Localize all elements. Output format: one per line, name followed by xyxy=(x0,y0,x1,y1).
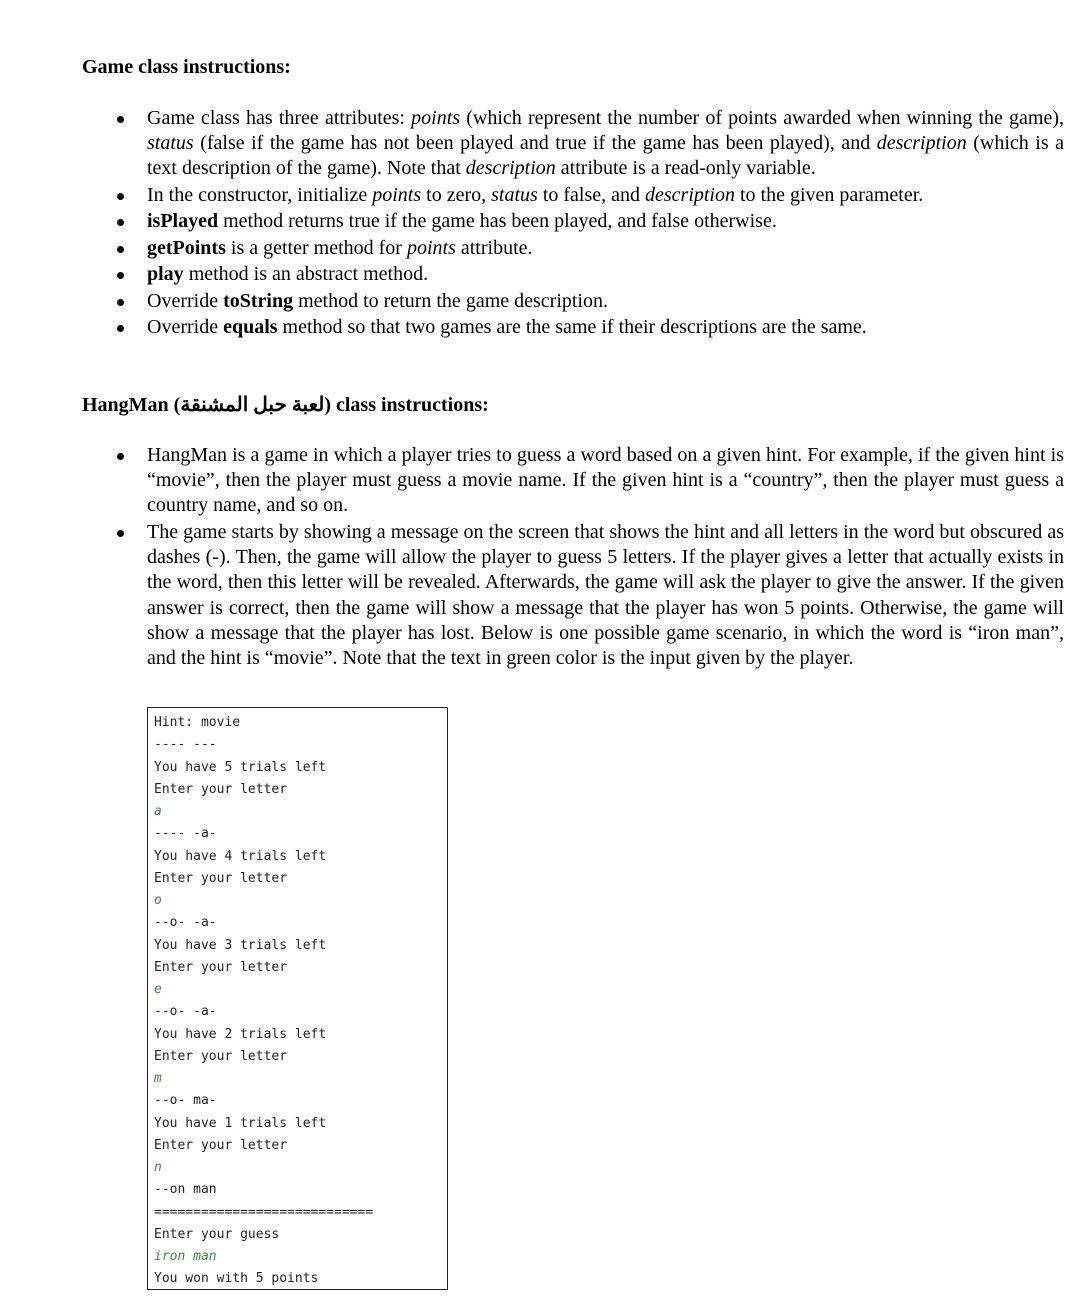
text-segment: method so that two games are the same if their descriptions are the same. xyxy=(277,316,867,339)
console-line: Enter your guess xyxy=(154,1226,280,1242)
bullet-item xyxy=(147,236,1064,261)
console-line: You have 4 trials left xyxy=(154,848,327,864)
italic-term: points xyxy=(372,183,422,206)
italic-term: description xyxy=(465,157,556,180)
console-line: --o- -a- xyxy=(154,915,217,931)
italic-term: status xyxy=(491,183,538,206)
italic-term: points xyxy=(406,236,456,259)
player-input-line: iron man xyxy=(154,1249,217,1264)
italic-term: status xyxy=(147,132,194,155)
bullet-item xyxy=(147,289,1064,314)
player-input-line: a xyxy=(154,804,162,819)
text-segment: method returns true if the game has been played, and false otherwise. xyxy=(218,210,777,233)
bullet-item xyxy=(147,520,1064,671)
console-line: You have 3 trials left xyxy=(154,937,327,953)
text-segment: to the given parameter. xyxy=(735,183,924,206)
player-input-line: e xyxy=(154,982,162,997)
console-line: Enter your letter xyxy=(154,870,288,886)
bold-term: equals xyxy=(223,316,278,339)
text-segment: to false, and xyxy=(537,183,645,206)
console-line: Hint: movie xyxy=(154,715,241,730)
text-segment: method to return the game description. xyxy=(293,289,608,312)
hangman-class-heading: HangMan (لعبة حبل المشنقة) class instructions: xyxy=(82,394,489,416)
text-segment: Override xyxy=(147,289,224,312)
console-output xyxy=(147,707,448,1290)
text-segment: Override xyxy=(147,316,224,339)
text-segment: attribute. xyxy=(455,236,533,259)
bullet-item xyxy=(147,183,1064,208)
text-segment: method is an abstract method. xyxy=(183,263,429,286)
text-segment: attribute is a read-only variable. xyxy=(555,157,816,180)
console-line: ---- --- xyxy=(154,737,217,753)
text-segment: is a getter method for xyxy=(225,236,407,259)
text-segment: to zero, xyxy=(421,183,492,206)
console-line: You won with 5 points xyxy=(154,1271,319,1287)
bullet-item xyxy=(147,106,1064,182)
console-line: Enter your letter xyxy=(154,781,288,797)
text-segment: (false if the game has not been played and true if the game has been played), and xyxy=(193,132,877,155)
bullet-item xyxy=(147,315,1064,340)
text-segment: HangMan is a game in which a player tries to guess a word based on a given hint. For example, if the given hint is “movie”, then the player must guess a movie name. If the given hint is a “country”, then the player must guess a country name, and so on. xyxy=(147,444,1064,517)
italic-term: description xyxy=(645,183,735,206)
text-segment: The game starts by showing a message on the screen that shows the hint and all letters in the word but obscured as dashes (-). Then, the game will allow the player to guess 5 letters. If the player gives a letter that actually exists in the word, then this letter will be revealed. Afterwards, the game will ask the player to give the answer. If the given answer is correct, then the game will show a message that the player has won 5 points. Otherwise, the game will show a message that the player has lost. Below is one possible game scenario, in which the word is “iron man”, and the hint is “movie”. Note that the text in green color is the input given by the player. xyxy=(147,520,1064,669)
console-line: ---- -a- xyxy=(154,826,217,842)
console-line: --on man xyxy=(154,1182,217,1198)
text-segment: Game class has three attributes: xyxy=(147,107,412,129)
console-line: --o- -a- xyxy=(154,1004,217,1020)
console-line: You have 1 trials left xyxy=(154,1115,327,1131)
text-segment: (which is a text description of the game). Note that xyxy=(147,132,1064,180)
text-segment: (which represent the number of points awarded when winning the game), xyxy=(460,107,1064,129)
player-input-line: o xyxy=(154,893,162,908)
console-line: Enter your letter xyxy=(154,959,288,975)
console-line: Enter your letter xyxy=(154,1048,288,1064)
italic-term: points xyxy=(411,107,461,129)
console-line: You have 2 trials left xyxy=(154,1026,327,1042)
game-class-list xyxy=(82,106,1064,342)
text-segment: In the constructor, initialize xyxy=(147,183,373,206)
bullet-item xyxy=(147,262,1064,287)
player-input-line: m xyxy=(154,1071,162,1086)
console-line: ============================ xyxy=(154,1204,374,1220)
bold-term: isPlayed xyxy=(147,210,219,233)
console-line: --o- ma- xyxy=(154,1093,217,1109)
bullet-item xyxy=(147,209,1064,234)
bold-term: getPoints xyxy=(147,236,226,259)
italic-term: description xyxy=(876,132,967,155)
console-line: You have 5 trials left xyxy=(154,759,327,775)
game-class-heading: Game class instructions: xyxy=(82,56,291,78)
bullet-item xyxy=(147,443,1064,519)
hangman-class-list xyxy=(82,443,1064,672)
bold-term: play xyxy=(147,263,184,286)
console-line: Enter your letter xyxy=(154,1137,288,1153)
player-input-line: n xyxy=(154,1160,162,1175)
bold-term: toString xyxy=(223,289,294,312)
